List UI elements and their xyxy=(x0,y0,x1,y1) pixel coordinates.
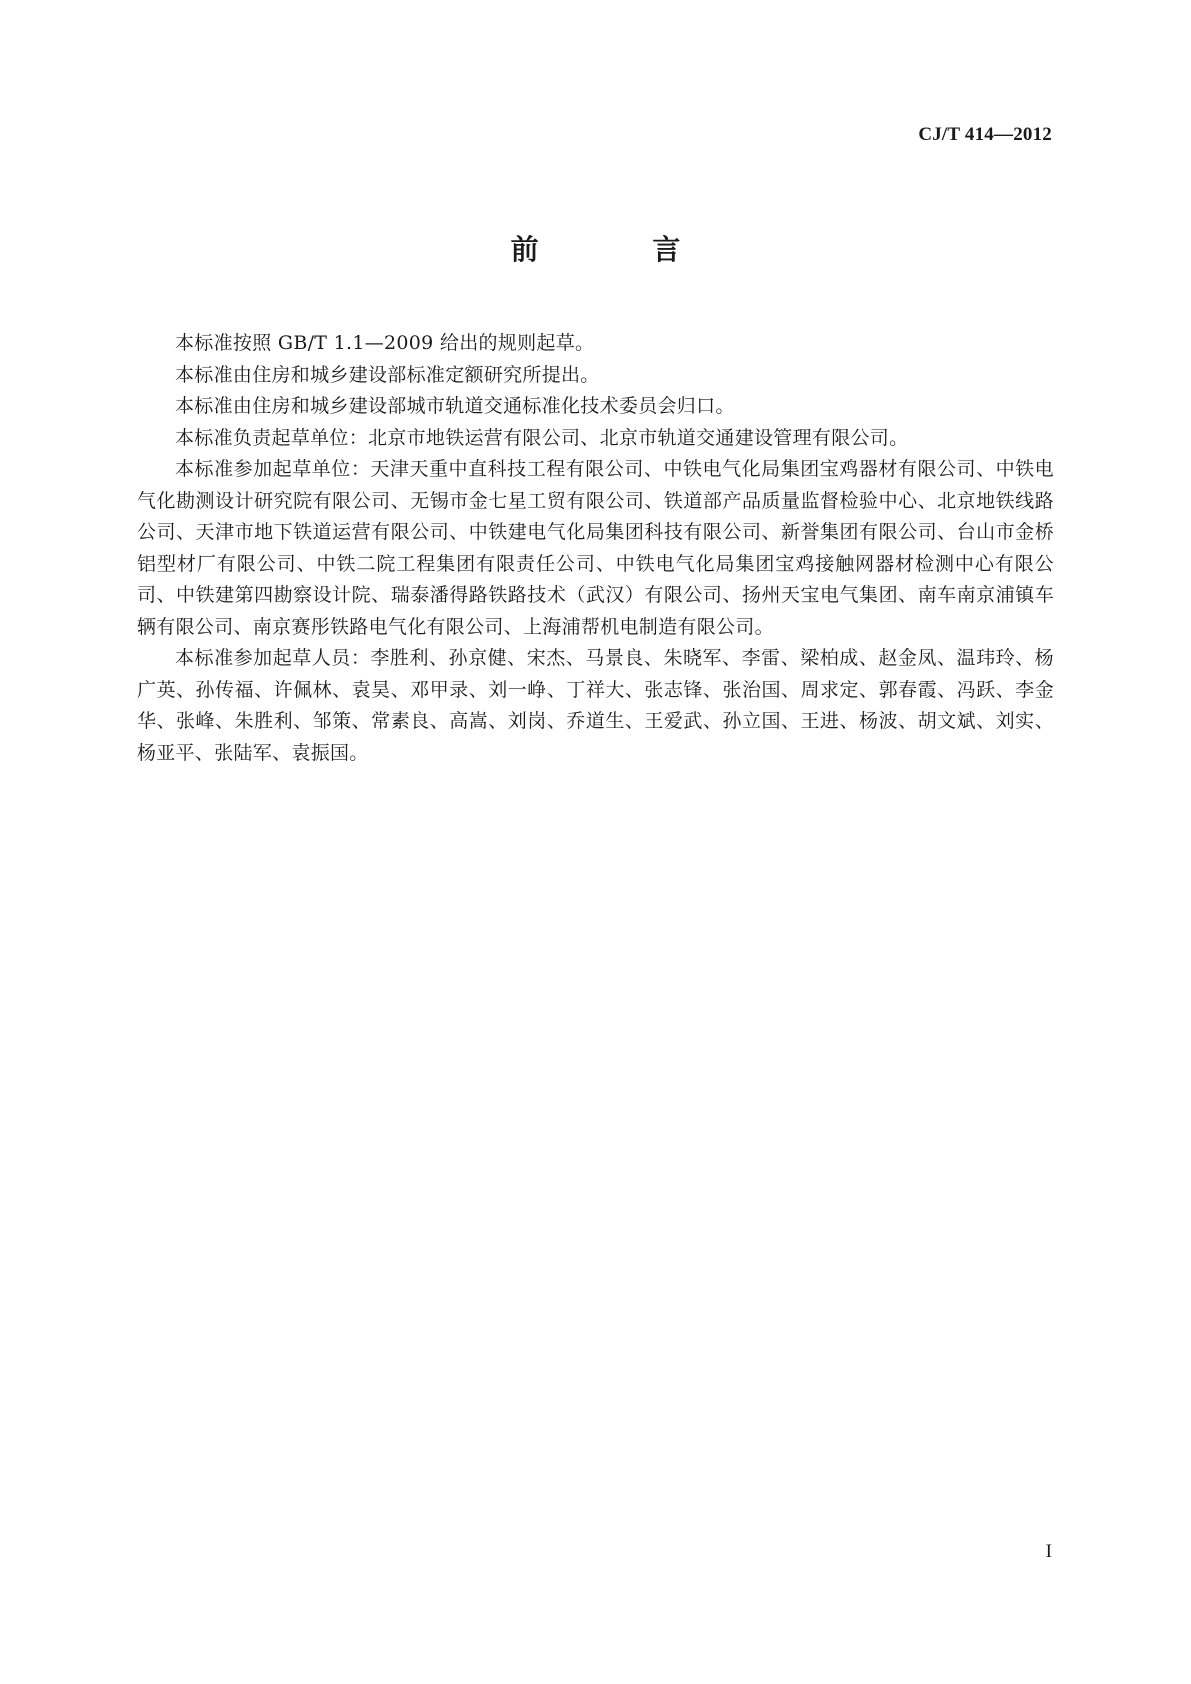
paragraph-proposer: 本标准由住房和城乡建设部标准定额研究所提出。 xyxy=(175,363,600,386)
foreword-body xyxy=(137,328,1054,769)
paragraph-lead-drafting-units: 本标准负责起草单位：北京市地铁运营有限公司、北京市轨道交通建设管理有限公司。 xyxy=(175,426,909,449)
page-title: 前 言 xyxy=(510,233,733,266)
page-number: I xyxy=(1045,1541,1052,1562)
paragraph-drafters: 本标准参加起草人员：李胜利、孙京健、宋杰、马景良、朱晓军、李雷、梁柏成、赵金凤、温玮玲、杨广英、孙传福、许佩林、袁昊、邓甲录、刘一峥、丁祥大、张志锋、张治国、周求定、郭春霞、冯跃、李金华、张峰、朱胜利、邹策、常素良、高嵩、刘岗、乔道生、王爱武、孙立国、王进、杨波、胡文斌、刘实、杨亚平、张陆军、袁振国。 xyxy=(137,647,1054,764)
paragraph-drafting-rules: 本标准按照 GB/T 1.1—2009 给出的规则起草。 xyxy=(175,332,595,354)
paragraph-technical-committee: 本标准由住房和城乡建设部城市轨道交通标准化技术委员会归口。 xyxy=(175,395,735,417)
paragraph-participating-units: 本标准参加起草单位：天津天重中直科技工程有限公司、中铁电气化局集团宝鸡器材有限公司、中铁电气化勘测设计研究院有限公司、无锡市金七星工贸有限公司、铁道部产品质量监督检验中心、北京地铁线路公司、天津市地下铁道运营有限公司、中铁建电气化局集团科技有限公司、新誉集团有限公司、台山市金桥铝型材厂有限公司、中铁二院工程集团有限责任公司、中铁电气化局集团宝鸡接触网器材检测中心有限公司、中铁建第四勘察设计院、瑞泰潘得路铁路技术（武汉）有限公司、扬州天宝电气集团、南车南京浦镇车辆有限公司、南京赛彤铁路电气化有限公司、上海浦帮机电制造有限公司。 xyxy=(137,458,1054,638)
standard-code: CJ/T 414—2012 xyxy=(918,124,1052,145)
